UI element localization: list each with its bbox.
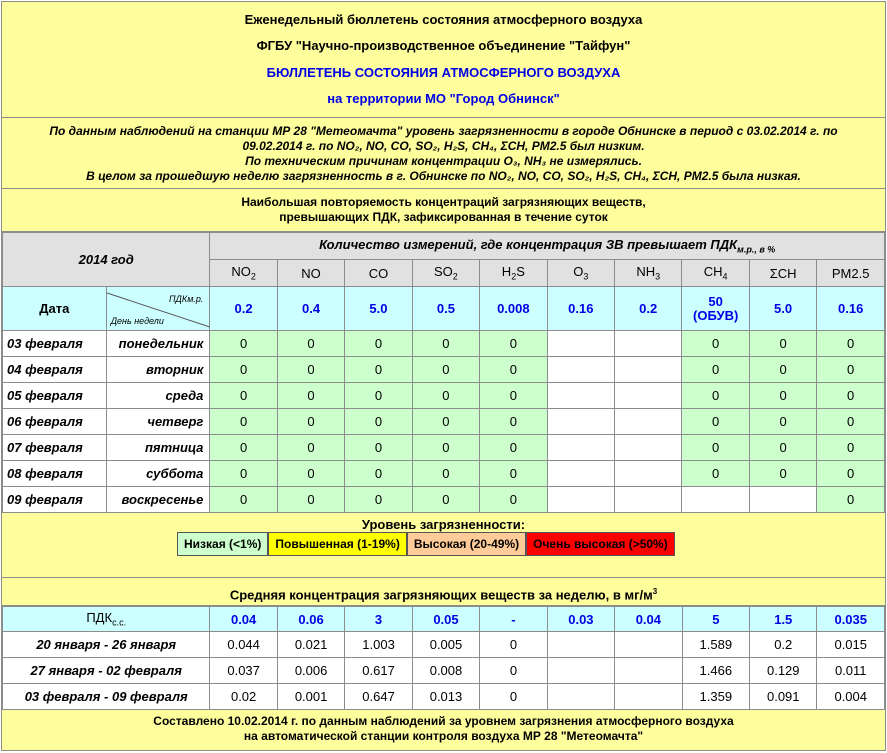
- average-row: [3, 658, 885, 684]
- table-row: [3, 461, 885, 487]
- value-cell: 0: [210, 487, 277, 513]
- value-cell: 0: [480, 331, 547, 357]
- weekday-cell: среда: [106, 383, 210, 409]
- average-value-cell: 0.044: [210, 632, 277, 658]
- territory-title: на территории МО "Город Обнинск": [327, 91, 560, 106]
- average-value-cell: 0.011: [817, 658, 885, 684]
- value-cell: 0: [210, 435, 277, 461]
- pollutant-header: [210, 260, 277, 287]
- value-cell: [749, 487, 816, 513]
- legend-item: Низкая (<1%): [177, 532, 268, 556]
- value-cell: 0: [480, 357, 547, 383]
- date-cell: 03 февраля: [3, 331, 107, 357]
- average-pdk-value: 3: [345, 607, 412, 632]
- average-pdk-label: [3, 607, 210, 632]
- summary-line-1: По данным наблюдений на станции МР 28 "Метеомачта" уровень загрязненности в городе Обнинске в период с 03.02.2014 г. по: [49, 124, 838, 138]
- average-row: [3, 632, 885, 658]
- average-value-cell: 1.589: [682, 632, 749, 658]
- footer-line-2: на автоматической станции контроля воздуха МР 28 "Метеомачта": [243, 729, 644, 743]
- bulletin-footer: [2, 709, 885, 750]
- average-value-cell: 0.015: [817, 632, 885, 658]
- value-cell: 0: [277, 409, 344, 435]
- average-value-cell: 0.037: [210, 658, 277, 684]
- value-cell: 0: [277, 383, 344, 409]
- average-value-cell: 0.021: [277, 632, 344, 658]
- legend-title: Уровень загрязненности:: [361, 517, 526, 532]
- bulletin-title: БЮЛЛЕТЕНЬ СОСТОЯНИЯ АТМОСФЕРНОГО ВОЗДУХА: [266, 65, 621, 80]
- pollutant-header: [817, 260, 885, 287]
- average-value-cell: 0.013: [412, 684, 479, 710]
- pollutant-header: [682, 260, 749, 287]
- exceedance-table: [2, 232, 885, 513]
- pdk-value: 5.0: [345, 287, 412, 331]
- pollutant-header: [547, 260, 614, 287]
- bulletin-page: [1, 1, 886, 751]
- value-cell: 0: [749, 357, 816, 383]
- organization-name: ФГБУ "Научно-производственное объединение "Тайфун": [256, 38, 631, 53]
- value-cell: 0: [817, 383, 885, 409]
- value-cell: 0: [480, 461, 547, 487]
- pollutant-header: [412, 260, 479, 287]
- value-cell: 0: [817, 461, 885, 487]
- pdk-value: 50 (ОБУВ): [682, 287, 749, 331]
- value-cell: 0: [345, 357, 412, 383]
- average-value-cell: 0: [480, 632, 547, 658]
- average-value-cell: 0.2: [750, 632, 817, 658]
- bulletin-header: [2, 2, 885, 118]
- average-pdk-value: 0.035: [817, 607, 885, 632]
- weekday-cell: пятница: [106, 435, 210, 461]
- average-value-cell: [615, 632, 682, 658]
- value-cell: 0: [817, 487, 885, 513]
- pollutant-header: [615, 260, 682, 287]
- average-pdk-value: 0.04: [210, 607, 277, 632]
- date-cell: 06 февраля: [3, 409, 107, 435]
- average-pdk-value: 0.03: [547, 607, 614, 632]
- value-cell: 0: [277, 331, 344, 357]
- average-pdk-value: -: [480, 607, 547, 632]
- value-cell: [547, 357, 614, 383]
- value-cell: 0: [682, 357, 749, 383]
- pdk-value: 0.5: [412, 287, 479, 331]
- pollutant-header: [277, 260, 344, 287]
- value-cell: 0: [817, 331, 885, 357]
- pollutant-header: [345, 260, 412, 287]
- value-cell: [615, 409, 682, 435]
- value-cell: 0: [345, 383, 412, 409]
- value-cell: 0: [749, 331, 816, 357]
- table-row: [3, 435, 885, 461]
- date-cell: 04 февраля: [3, 357, 107, 383]
- pdk-label: ПДКм.р.: [169, 294, 204, 304]
- average-value-cell: 0: [480, 658, 547, 684]
- period-cell: 03 февраля - 09 февраля: [3, 684, 210, 710]
- bulletin-subtitle: Еженедельный бюллетень состояния атмосферного воздуха: [244, 12, 643, 27]
- average-pdk-value: 0.04: [615, 607, 682, 632]
- repeatability-line-1: Наибольшая повторяемость концентраций загрязняющих веществ,: [241, 195, 646, 209]
- value-cell: [615, 357, 682, 383]
- pdk-value: 0.2: [210, 287, 277, 331]
- summary-line-2: 09.02.2014 г. по NO₂, NO, CO, SO₂, H₂S, CH₄, ΣCH, PM2.5 был низким.: [242, 139, 645, 153]
- date-label: Дата: [3, 287, 107, 331]
- date-cell: 09 февраля: [3, 487, 107, 513]
- legend-section: [2, 511, 885, 578]
- average-value-cell: 0.005: [412, 632, 479, 658]
- value-cell: 0: [480, 383, 547, 409]
- weekday-cell: четверг: [106, 409, 210, 435]
- average-value-cell: 1.466: [682, 658, 749, 684]
- value-cell: 0: [277, 435, 344, 461]
- pollutant-header: [480, 260, 547, 287]
- value-cell: 0: [345, 435, 412, 461]
- count-header-sub: м.р., в %: [737, 244, 776, 255]
- average-value-cell: 0.129: [750, 658, 817, 684]
- footer-line-1: Составлено 10.02.2014 г. по данным наблюдений за уровнем загрязнения атмосферного воздуха: [153, 714, 734, 728]
- value-cell: 0: [277, 461, 344, 487]
- table-row: [3, 331, 885, 357]
- value-cell: 0: [817, 357, 885, 383]
- average-title-sup: 3: [652, 587, 658, 596]
- value-cell: 0: [749, 409, 816, 435]
- value-cell: 0: [749, 435, 816, 461]
- average-title: [2, 578, 885, 606]
- value-cell: 0: [345, 409, 412, 435]
- pollutant-name: O: [573, 264, 584, 280]
- pollutant-name: PM2.5: [831, 265, 870, 281]
- average-pdk-value: 5: [682, 607, 749, 632]
- pollutant-name: NH: [636, 264, 656, 280]
- pdk-value: 0.4: [277, 287, 344, 331]
- table-row: [3, 383, 885, 409]
- pollutant-name: CO: [368, 265, 389, 281]
- pdk-value: 0.16: [547, 287, 614, 331]
- value-cell: 0: [412, 435, 479, 461]
- table-row: [3, 487, 885, 513]
- value-cell: 0: [412, 487, 479, 513]
- weekday-cell: воскресенье: [106, 487, 210, 513]
- pollutant-tail: S: [516, 264, 525, 280]
- value-cell: 0: [210, 357, 277, 383]
- average-value-cell: 0.008: [412, 658, 479, 684]
- average-value-cell: 0.004: [817, 684, 885, 710]
- value-cell: 0: [480, 487, 547, 513]
- summary-block: [2, 118, 885, 189]
- pollutant-sub: 2: [452, 271, 458, 282]
- value-cell: 0: [412, 461, 479, 487]
- date-cell: 07 февраля: [3, 435, 107, 461]
- value-cell: [615, 435, 682, 461]
- value-cell: 0: [817, 409, 885, 435]
- value-cell: 0: [210, 409, 277, 435]
- weekday-cell: вторник: [106, 357, 210, 383]
- table-row: [3, 409, 885, 435]
- pollutant-name: NO: [301, 265, 321, 281]
- average-value-cell: [547, 632, 614, 658]
- count-header-text: Количество измерений, где концентрация ЗВ превышает ПДК: [319, 237, 738, 253]
- pdk-value: 0.2: [615, 287, 682, 331]
- average-value-cell: [547, 658, 614, 684]
- value-cell: [547, 409, 614, 435]
- average-row: [3, 684, 885, 710]
- value-cell: 0: [412, 383, 479, 409]
- value-cell: [615, 331, 682, 357]
- value-cell: 0: [480, 435, 547, 461]
- average-value-cell: [547, 684, 614, 710]
- table-row: [3, 357, 885, 383]
- value-cell: 0: [412, 331, 479, 357]
- value-cell: 0: [210, 461, 277, 487]
- value-cell: 0: [412, 409, 479, 435]
- pollutant-name: H: [501, 264, 512, 280]
- average-pdk-value: 1.5: [750, 607, 817, 632]
- average-pdk-value: 0.05: [412, 607, 479, 632]
- legend-item: Очень высокая (>50%): [526, 532, 675, 556]
- average-value-cell: 0.617: [345, 658, 412, 684]
- repeatability-line-2: превышающих ПДК, зафиксированная в течение суток: [279, 210, 608, 224]
- date-cell: 08 февраля: [3, 461, 107, 487]
- value-cell: [615, 383, 682, 409]
- value-cell: 0: [682, 435, 749, 461]
- value-cell: [547, 487, 614, 513]
- summary-line-3: По техническим причинам концентрации O₃, NH₃ не измерялись.: [245, 154, 642, 168]
- value-cell: 0: [277, 487, 344, 513]
- value-cell: 0: [210, 383, 277, 409]
- pdk-ss-text: ПДК: [86, 610, 113, 626]
- pollutant-name: CH: [703, 264, 723, 280]
- value-cell: 0: [412, 357, 479, 383]
- legend-item: Высокая (20-49%): [407, 532, 526, 556]
- value-cell: [547, 383, 614, 409]
- value-cell: 0: [682, 409, 749, 435]
- year-cell: 2014 год: [3, 233, 210, 287]
- value-cell: 0: [682, 461, 749, 487]
- average-value-cell: 0.006: [277, 658, 344, 684]
- value-cell: [547, 331, 614, 357]
- legend-items: [177, 532, 675, 556]
- average-value-cell: 1.359: [682, 684, 749, 710]
- average-value-cell: 0: [480, 684, 547, 710]
- summary-line-4: В целом за прошедшую неделю загрязненность в г. Обнинске по NO₂, NO, CO, SO₂, H₂S, CH₄, ΣCH, PM2.5 была низкая.: [86, 169, 801, 183]
- pdk-value: 0.008: [480, 287, 547, 331]
- value-cell: 0: [682, 331, 749, 357]
- value-cell: [547, 461, 614, 487]
- pollutant-sub: 2: [511, 271, 517, 282]
- pdk-row: [3, 287, 885, 331]
- value-cell: 0: [817, 435, 885, 461]
- value-cell: 0: [345, 461, 412, 487]
- average-pdk-row: [3, 607, 885, 632]
- weekday-cell: суббота: [106, 461, 210, 487]
- weekday-cell: понедельник: [106, 331, 210, 357]
- average-value-cell: 0.647: [345, 684, 412, 710]
- pollutant-sub: 3: [655, 271, 661, 282]
- average-pdk-value: 0.06: [277, 607, 344, 632]
- value-cell: 0: [480, 409, 547, 435]
- value-cell: 0: [277, 357, 344, 383]
- pollutant-sub: 3: [583, 271, 589, 282]
- pdk-value: 0.16: [817, 287, 885, 331]
- average-value-cell: 0.091: [750, 684, 817, 710]
- average-value-cell: [615, 684, 682, 710]
- weekday-label: День недели: [110, 316, 164, 326]
- pdk-weekday-cell: [106, 287, 210, 331]
- average-table: [2, 606, 885, 710]
- legend-item: Повышенная (1-19%): [268, 532, 406, 556]
- value-cell: 0: [682, 383, 749, 409]
- period-cell: 27 января - 02 февраля: [3, 658, 210, 684]
- pollutant-name: NO: [231, 264, 251, 280]
- average-value-cell: [615, 658, 682, 684]
- pdk-value: 5.0: [749, 287, 816, 331]
- average-value-cell: 0.001: [277, 684, 344, 710]
- period-cell: 20 января - 26 января: [3, 632, 210, 658]
- pollutant-header: [749, 260, 816, 287]
- value-cell: [615, 487, 682, 513]
- average-title-text: Средняя концентрация загрязняющих веществ за неделю, в мг/м: [229, 587, 653, 603]
- date-cell: 05 февраля: [3, 383, 107, 409]
- count-header: [210, 233, 885, 260]
- pollutant-sub: 4: [722, 271, 728, 282]
- pollutant-sub: 2: [250, 271, 256, 282]
- pollutant-name: SO: [434, 264, 453, 280]
- value-cell: [615, 461, 682, 487]
- value-cell: 0: [210, 331, 277, 357]
- value-cell: 0: [749, 461, 816, 487]
- pdk-ss-sub: с.с.: [112, 617, 127, 628]
- value-cell: [547, 435, 614, 461]
- value-cell: 0: [345, 331, 412, 357]
- repeatability-title: [2, 189, 885, 232]
- average-value-cell: 0.02: [210, 684, 277, 710]
- value-cell: 0: [345, 487, 412, 513]
- pollutant-name: ΣCH: [769, 265, 797, 281]
- value-cell: [682, 487, 749, 513]
- average-value-cell: 1.003: [345, 632, 412, 658]
- value-cell: 0: [749, 383, 816, 409]
